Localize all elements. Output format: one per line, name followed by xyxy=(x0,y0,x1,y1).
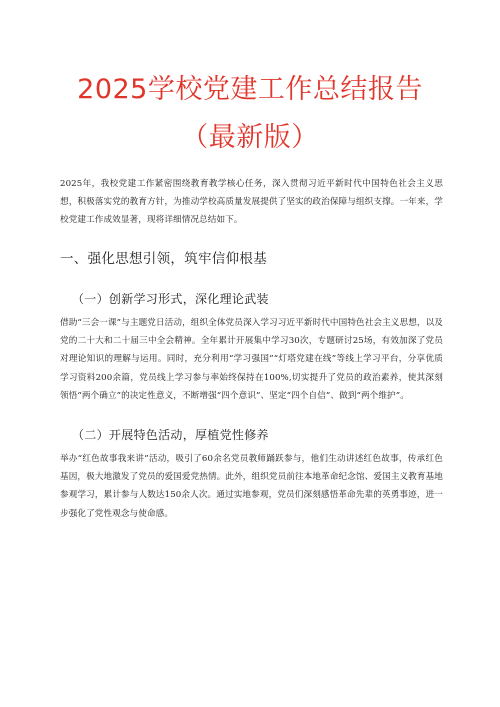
subsection-heading-1: （一）创新学习形式，深化理论武装 xyxy=(72,292,269,306)
subsection-body-2: 举办“红色故事我来讲”活动，吸引了60余名党员教师踊跃参与，他们生动讲述红色故事，传承红色基因，极大地激发了党员的爱国爱党热情。此外，组织党员前往本地革命纪念馆、爱国主义教育基地参观学习，累计参与人数达150余人次。通过实地参观，党员们深刻感悟革命先辈的英勇事迹，进一步强化了党性观念与使命感。 xyxy=(60,454,443,519)
intro-paragraph: 2025年，我校党建工作紧密围绕教育教学核心任务，深入贯彻习近平新时代中国特色社会主义思想，积极落实党的教育方针，为推动学校高质量发展提供了坚实的政治保障与组织支撑。一年来，学校党建工作成效显著，现将详细情况总结如下。 xyxy=(60,179,443,226)
subsection-heading-2: （二）开展特色活动，厚植党性修养 xyxy=(72,428,269,442)
document-title: 2025学校党建工作总结报告（最新版） xyxy=(77,74,423,153)
section-heading: 一、强化思想引领，筑牢信仰根基 xyxy=(60,251,267,267)
subsection-body-1: 借助“三会一课”与主题党日活动，组织全体党员深入学习习近平新时代中国特色社会主义思想，以及党的二十大和二十届三中全会精神。全年累计开展集中学习30次，专题研讨25场，有效加深了党员对理论知识的理解与运用。同时，充分利用“学习强国”“灯塔党建在线”等线上学习平台，分享优质学习资料200余篇，党员线上学习参与率始终保持在100%,切实提升了党员的政治素养，使其深刻领悟“两个确立”的决定性意义，不断增强“四个意识”、坚定“四个自信”、做到“两个维护”。 xyxy=(60,318,443,401)
